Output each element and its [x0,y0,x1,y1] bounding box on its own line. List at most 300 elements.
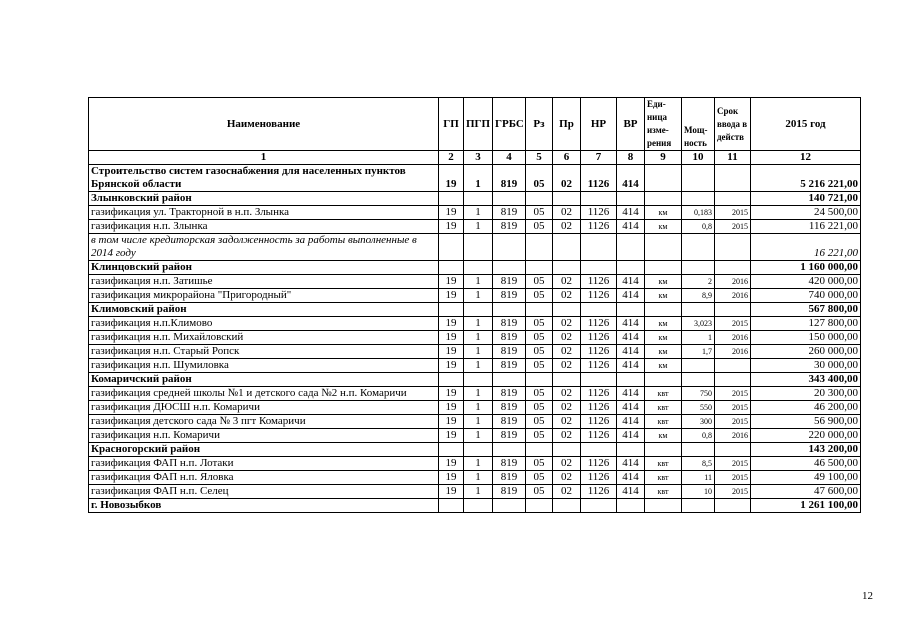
deadline-cell [715,165,751,192]
note-amount: 16 221,00 [751,234,861,261]
district-total: 1 160 000,00 [751,261,861,275]
deadline-cell [715,359,751,373]
empty-cell [553,192,581,206]
project-name: газификация ФАП н.п. Лотаки [89,457,439,471]
unit-cell: квт [645,387,682,401]
vr-cell: 414 [617,289,645,303]
empty-cell [617,192,645,206]
amount-cell: 740 000,00 [751,289,861,303]
rz-cell: 05 [526,415,553,429]
empty-cell [493,261,526,275]
vr-cell: 414 [617,275,645,289]
empty-cell [645,303,682,317]
project-row [89,317,861,331]
deadline-cell: 2016 [715,275,751,289]
nr-cell: 1126 [581,345,617,359]
pr-cell: 02 [553,345,581,359]
gp-cell: 19 [439,457,464,471]
capacity-cell: 1,7 [682,345,715,359]
empty-cell [581,443,617,457]
amount-cell: 24 500,00 [751,206,861,220]
district-header-row [89,261,861,275]
empty-cell [526,261,553,275]
capacity-cell: 3,023 [682,317,715,331]
project-row [89,429,861,443]
note-row [89,234,861,261]
project-name: газификация ФАП н.п. Селец [89,485,439,499]
project-row [89,401,861,415]
col-number: 4 [493,151,526,165]
header-grbs: ГРБС [493,98,526,151]
nr-cell: 1126 [581,401,617,415]
unit-cell: км [645,317,682,331]
unit-cell: км [645,331,682,345]
empty-cell [464,234,493,261]
empty-cell [439,261,464,275]
empty-cell [682,261,715,275]
project-row [89,485,861,499]
vr-cell: 414 [617,401,645,415]
empty-cell [682,303,715,317]
empty-cell [715,234,751,261]
gp-cell: 19 [439,275,464,289]
pr-cell: 02 [553,415,581,429]
gp-cell: 19 [439,387,464,401]
capacity-cell: 10 [682,485,715,499]
rz-cell: 05 [526,220,553,234]
grbs-cell: 819 [493,289,526,303]
project-row [89,206,861,220]
rz-cell: 05 [526,457,553,471]
rz-cell: 05 [526,401,553,415]
header-capacity: Мощ-ность [682,98,715,151]
pgp-cell: 1 [464,289,493,303]
project-name: газификация средней школы №1 и детского сада №2 н.п. Комаричи [89,387,439,401]
empty-cell [581,261,617,275]
nr-cell: 1126 [581,220,617,234]
pr-cell: 02 [553,165,581,192]
deadline-cell: 2015 [715,220,751,234]
capacity-cell: 750 [682,387,715,401]
empty-cell [526,234,553,261]
project-name: газификация н.п. Шумиловка [89,359,439,373]
col-number: 10 [682,151,715,165]
vr-cell: 414 [617,317,645,331]
empty-cell [617,303,645,317]
vr-cell: 414 [617,359,645,373]
unit-cell: квт [645,471,682,485]
empty-cell [464,261,493,275]
empty-cell [581,303,617,317]
project-row [89,220,861,234]
vr-cell: 414 [617,471,645,485]
grbs-cell: 819 [493,359,526,373]
nr-cell: 1126 [581,275,617,289]
district-name: Злынковский район [89,192,439,206]
col-number: 5 [526,151,553,165]
deadline-cell: 2016 [715,429,751,443]
pr-cell: 02 [553,289,581,303]
gp-cell: 19 [439,220,464,234]
pgp-cell: 1 [464,401,493,415]
project-name: газификация ФАП н.п. Яловка [89,471,439,485]
rz-cell: 05 [526,485,553,499]
nr-cell: 1126 [581,289,617,303]
program-name: Строительство систем газоснабжения для населенных пунктов Брянской области [89,165,439,192]
pr-cell: 02 [553,359,581,373]
gp-cell: 19 [439,345,464,359]
district-name: Красногорский район [89,443,439,457]
gp-cell: 19 [439,206,464,220]
pgp-cell: 1 [464,317,493,331]
unit-cell: км [645,429,682,443]
empty-cell [439,234,464,261]
unit-cell: квт [645,401,682,415]
project-row [89,345,861,359]
grbs-cell: 819 [493,275,526,289]
empty-cell [526,443,553,457]
amount-cell: 220 000,00 [751,429,861,443]
empty-cell [645,499,682,513]
amount-cell: 116 221,00 [751,220,861,234]
pr-cell: 02 [553,387,581,401]
empty-cell [682,192,715,206]
empty-cell [464,373,493,387]
project-name: газификация н.п. Злынка [89,220,439,234]
district-header-row [89,443,861,457]
capacity-cell: 0,8 [682,429,715,443]
amount-cell: 420 000,00 [751,275,861,289]
unit-cell: км [645,345,682,359]
unit-cell: квт [645,485,682,499]
empty-cell [715,303,751,317]
capacity-cell: 300 [682,415,715,429]
empty-cell [464,443,493,457]
deadline-cell: 2015 [715,387,751,401]
deadline-cell: 2016 [715,331,751,345]
project-row [89,289,861,303]
grbs-cell: 819 [493,331,526,345]
header-deadline: Срок ввода в действ [715,98,751,151]
amount-cell: 127 800,00 [751,317,861,331]
nr-cell: 1126 [581,387,617,401]
col-number: 3 [464,151,493,165]
rz-cell: 05 [526,317,553,331]
amount-cell: 46 500,00 [751,457,861,471]
project-row [89,471,861,485]
pr-cell: 02 [553,457,581,471]
empty-cell [617,373,645,387]
pr-cell: 02 [553,429,581,443]
district-name: г. Новозыбков [89,499,439,513]
project-name: газификация н.п. Старый Ропск [89,345,439,359]
grbs-cell: 819 [493,165,526,192]
district-name: Комаричский район [89,373,439,387]
empty-cell [581,373,617,387]
unit-cell [645,165,682,192]
amount-cell: 56 900,00 [751,415,861,429]
vr-cell: 414 [617,331,645,345]
capacity-cell: 1 [682,331,715,345]
project-name: газификация н.п. Затишье [89,275,439,289]
deadline-cell: 2016 [715,289,751,303]
rz-cell: 05 [526,331,553,345]
col-number: 2 [439,151,464,165]
program-total-row [89,165,861,192]
col-number: 11 [715,151,751,165]
unit-cell: квт [645,415,682,429]
unit-cell: км [645,275,682,289]
pgp-cell: 1 [464,275,493,289]
rz-cell: 05 [526,359,553,373]
pgp-cell: 1 [464,415,493,429]
vr-cell: 414 [617,485,645,499]
project-name: газификация микрорайона "Пригородный" [89,289,439,303]
nr-cell: 1126 [581,471,617,485]
nr-cell: 1126 [581,317,617,331]
empty-cell [464,192,493,206]
deadline-cell: 2015 [715,485,751,499]
project-row [89,415,861,429]
vr-cell: 414 [617,206,645,220]
header-year: 2015 год [751,98,861,151]
district-total: 1 261 100,00 [751,499,861,513]
grbs-cell: 819 [493,401,526,415]
pr-cell: 02 [553,401,581,415]
header-nr: НР [581,98,617,151]
col-number: 7 [581,151,617,165]
district-header-row [89,499,861,513]
empty-cell [526,303,553,317]
deadline-cell: 2015 [715,317,751,331]
project-row [89,387,861,401]
grbs-cell: 819 [493,471,526,485]
project-name: газификация н.п.Климово [89,317,439,331]
amount-cell: 30 000,00 [751,359,861,373]
capacity-cell: 8,5 [682,457,715,471]
empty-cell [439,373,464,387]
empty-cell [682,234,715,261]
empty-cell [439,499,464,513]
gp-cell: 19 [439,331,464,345]
pr-cell: 02 [553,471,581,485]
vr-cell: 414 [617,165,645,192]
pgp-cell: 1 [464,345,493,359]
project-name: газификация н.п. Михайловский [89,331,439,345]
rz-cell: 05 [526,165,553,192]
pgp-cell: 1 [464,206,493,220]
nr-cell: 1126 [581,165,617,192]
project-row [89,457,861,471]
empty-cell [553,443,581,457]
grbs-cell: 819 [493,345,526,359]
empty-cell [439,192,464,206]
pr-cell: 02 [553,331,581,345]
empty-cell [617,234,645,261]
empty-cell [526,192,553,206]
gp-cell: 19 [439,415,464,429]
empty-cell [581,234,617,261]
empty-cell [553,261,581,275]
deadline-cell: 2015 [715,206,751,220]
project-name: газификация ул. Тракторной в н.п. Злынка [89,206,439,220]
pr-cell: 02 [553,275,581,289]
unit-cell: км [645,206,682,220]
capacity-cell: 0,8 [682,220,715,234]
empty-cell [617,499,645,513]
empty-cell [439,303,464,317]
empty-cell [645,373,682,387]
empty-cell [493,373,526,387]
gp-cell: 19 [439,359,464,373]
nr-cell: 1126 [581,206,617,220]
empty-cell [526,499,553,513]
project-name: газификация н.п. Комаричи [89,429,439,443]
project-name: газификация детского сада № 3 пгт Комаричи [89,415,439,429]
gp-cell: 19 [439,485,464,499]
empty-cell [715,192,751,206]
empty-cell [553,499,581,513]
pgp-cell: 1 [464,165,493,192]
unit-cell: км [645,220,682,234]
empty-cell [682,499,715,513]
empty-cell [617,261,645,275]
empty-cell [645,443,682,457]
col-number: 9 [645,151,682,165]
vr-cell: 414 [617,345,645,359]
gp-cell: 19 [439,289,464,303]
header-name: Наименование [89,98,439,151]
col-number: 8 [617,151,645,165]
empty-cell [715,443,751,457]
numbering-row [89,151,861,165]
capacity-cell: 8,9 [682,289,715,303]
deadline-cell: 2015 [715,401,751,415]
district-name: Клинцовский район [89,261,439,275]
header-rz: Рз [526,98,553,151]
rz-cell: 05 [526,275,553,289]
empty-cell [645,261,682,275]
district-total: 567 800,00 [751,303,861,317]
empty-cell [581,499,617,513]
empty-cell [493,499,526,513]
vr-cell: 414 [617,457,645,471]
gp-cell: 19 [439,317,464,331]
unit-cell: квт [645,457,682,471]
gp-cell: 19 [439,401,464,415]
district-total: 143 200,00 [751,443,861,457]
gp-cell: 19 [439,165,464,192]
district-header-row [89,303,861,317]
grbs-cell: 819 [493,387,526,401]
grbs-cell: 819 [493,429,526,443]
pr-cell: 02 [553,206,581,220]
vr-cell: 414 [617,387,645,401]
grbs-cell: 819 [493,220,526,234]
page-number: 12 [862,590,873,602]
empty-cell [715,499,751,513]
deadline-cell: 2016 [715,345,751,359]
district-total: 343 400,00 [751,373,861,387]
capacity-cell: 550 [682,401,715,415]
col-number: 6 [553,151,581,165]
amount-cell: 46 200,00 [751,401,861,415]
empty-cell [526,373,553,387]
pr-cell: 02 [553,485,581,499]
grbs-cell: 819 [493,206,526,220]
amount-cell: 47 600,00 [751,485,861,499]
grbs-cell: 819 [493,317,526,331]
header-row [89,98,861,151]
empty-cell [553,373,581,387]
unit-cell: км [645,359,682,373]
amount-cell: 5 216 221,00 [751,165,861,192]
grbs-cell: 819 [493,485,526,499]
budget-table [88,97,861,513]
capacity-cell: 0,183 [682,206,715,220]
empty-cell [645,192,682,206]
project-row [89,275,861,289]
empty-cell [617,443,645,457]
rz-cell: 05 [526,345,553,359]
pgp-cell: 1 [464,429,493,443]
vr-cell: 414 [617,429,645,443]
header-vr: ВР [617,98,645,151]
empty-cell [493,443,526,457]
pgp-cell: 1 [464,471,493,485]
amount-cell: 20 300,00 [751,387,861,401]
district-name: Климовский район [89,303,439,317]
pgp-cell: 1 [464,485,493,499]
pgp-cell: 1 [464,220,493,234]
amount-cell: 260 000,00 [751,345,861,359]
rz-cell: 05 [526,289,553,303]
header-pr: Пр [553,98,581,151]
rz-cell: 05 [526,471,553,485]
nr-cell: 1126 [581,359,617,373]
empty-cell [682,373,715,387]
unit-cell: км [645,289,682,303]
nr-cell: 1126 [581,457,617,471]
district-total: 140 721,00 [751,192,861,206]
project-name: газификация ДЮСШ н.п. Комаричи [89,401,439,415]
capacity-cell [682,165,715,192]
rz-cell: 05 [526,206,553,220]
empty-cell [493,303,526,317]
district-header-row [89,373,861,387]
rz-cell: 05 [526,429,553,443]
nr-cell: 1126 [581,331,617,345]
capacity-cell: 2 [682,275,715,289]
project-row [89,331,861,345]
header-pgp: ПГП [464,98,493,151]
grbs-cell: 819 [493,457,526,471]
empty-cell [553,234,581,261]
pr-cell: 02 [553,317,581,331]
nr-cell: 1126 [581,415,617,429]
pgp-cell: 1 [464,359,493,373]
empty-cell [493,192,526,206]
empty-cell [682,443,715,457]
nr-cell: 1126 [581,485,617,499]
gp-cell: 19 [439,471,464,485]
empty-cell [553,303,581,317]
empty-cell [715,373,751,387]
pgp-cell: 1 [464,331,493,345]
district-header-row [89,192,861,206]
nr-cell: 1126 [581,429,617,443]
deadline-cell: 2015 [715,415,751,429]
